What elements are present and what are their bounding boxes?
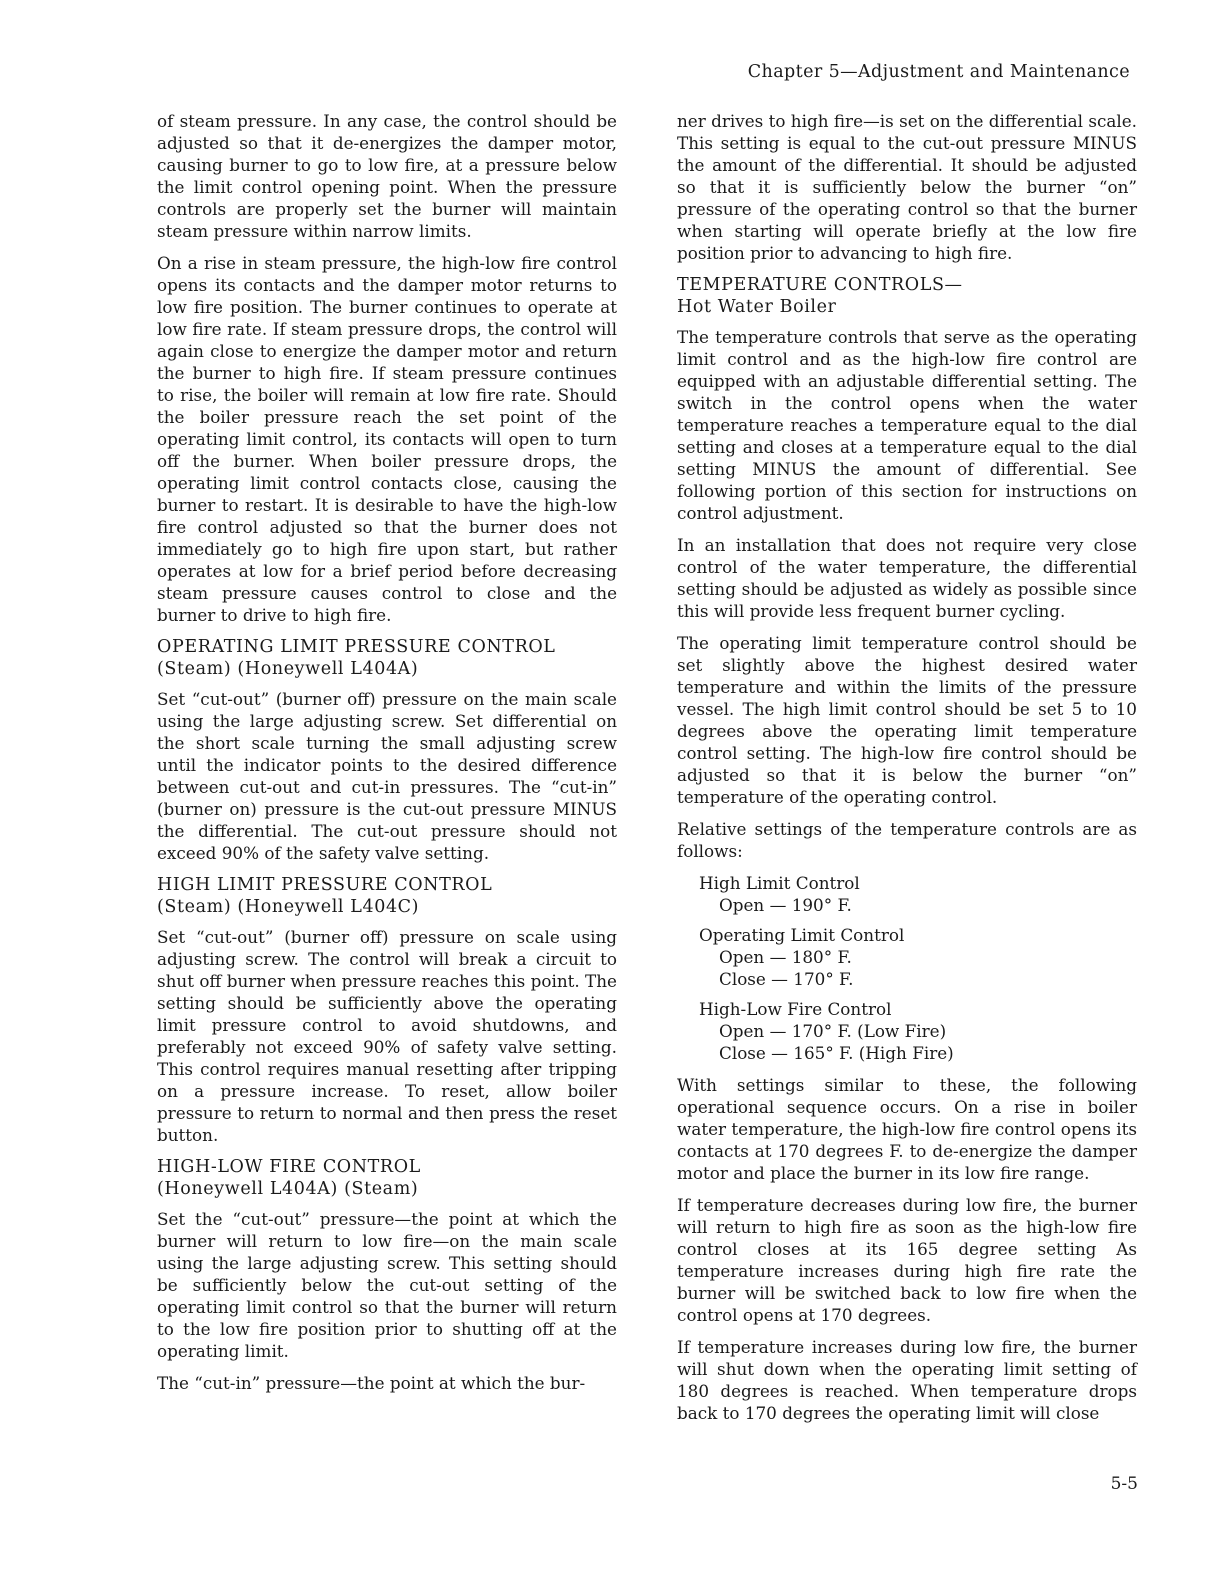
settings-title: Operating Limit Control [699, 925, 905, 945]
heading-line: HIGH LIMIT PRESSURE CONTROL [157, 875, 493, 895]
left-column [157, 110, 617, 1404]
paragraph: In an installation that does not require very close control of the water temperature, the differential setting should be adjusted as widely as possible since this will provide less frequent burner cycling. [677, 535, 1137, 621]
paragraph: If temperature decreases during low fire, the burner will return to high fire as soon as the high-low fire control closes at its 165 degree setting As temperature increases during high fire rate the burner will be switched back to low fire when the control opens at 170 degrees. [677, 1195, 1137, 1325]
page-number: 5-5 [1110, 1474, 1138, 1494]
section-heading-high-low-fire [157, 1156, 617, 1200]
paragraph: The temperature controls that serve as the operating limit control and as the high-low fire control are equipped with an adjustable differential setting. The switch in the control opens when the water temperature reaches a temperature equal to the dial setting and closes at a temperature equal to the dial setting MINUS the amount of differential. See following portion of this section for instructions on control adjustment. [677, 327, 1137, 523]
heading-subline: (Honeywell L404A) (Steam) [157, 1179, 419, 1199]
settings-value: Open — 180° F. [719, 947, 852, 967]
temperature-settings-list [699, 872, 1137, 1064]
settings-group-high-limit [699, 872, 1137, 916]
heading-subline: (Steam) (Honeywell L404A) [157, 659, 419, 679]
paragraph: On a rise in steam pressure, the high-low fire control opens its contacts and the damper motor returns to low fire position. The burner continues to operate at low fire rate. If steam pressure drops, the control will again close to energize the damper motor and return the burner to high fire. If steam pressure continues to rise, the boiler will remain at low fire rate. Should the boiler pressure reach the set point of the operating limit control, its contacts will open to turn off the burner. When boiler pressure drops, the operating limit control contacts close, causing the burner to restart. It is desirable to have the high-low fire control adjusted so that the burner does not immediately go to high fire upon start, but rather operates at low for a brief period before decreasing steam pressure causes control to close and the burner to drive to high fire. [157, 253, 617, 625]
paragraph: Set “cut-out” (burner off) pressure on scale using adjusting screw. The control will break a circuit to shut off burner when pressure reaches this point. The setting should be sufficiently above the operating limit pressure control to avoid shutdowns, and preferably not exceed 90% of safety valve setting. This control requires manual resetting after tripping on a pressure increase. To reset, allow boiler pressure to return to normal and then press the reset button. [157, 927, 617, 1145]
paragraph: The operating limit temperature control should be set slightly above the highest desired water temperature and within the limits of the pressure vessel. The high limit control should be set 5 to 10 degrees above the operating limit temperature control setting. The high-low fire control should be adjusted so that it is below the burner “on” temperature of the operating control. [677, 633, 1137, 807]
heading-subline: (Steam) (Honeywell L404C) [157, 897, 420, 917]
settings-title: High Limit Control [699, 873, 860, 893]
paragraph: If temperature increases during low fire, the burner will shut down when the operating limit setting of 180 degrees is reached. When temperature drops back to 170 degrees the operating limit will close [677, 1337, 1137, 1423]
settings-group-operating-limit [699, 924, 1137, 990]
section-heading-high-limit [157, 874, 617, 918]
heading-line: OPERATING LIMIT PRESSURE CONTROL [157, 637, 556, 657]
settings-group-high-low-fire [699, 998, 1137, 1064]
paragraph: Relative settings of the temperature controls are as follows: [677, 819, 1137, 861]
settings-value: Open — 170° F. (Low Fire) [719, 1021, 947, 1041]
section-heading-operating-limit [157, 636, 617, 680]
settings-value: Open — 190° F. [719, 895, 852, 915]
paragraph: of steam pressure. In any case, the control should be adjusted so that it de-energizes the damper motor, causing burner to go to low fire, at a pressure below the limit control opening point. When the pressure controls are properly set the burner will maintain steam pressure within narrow limits. [157, 111, 617, 241]
right-column [677, 110, 1137, 1434]
running-header: Chapter 5—Adjustment and Maintenance [747, 62, 1130, 82]
heading-subline: Hot Water Boiler [677, 297, 837, 317]
paragraph: Set the “cut-out” pressure—the point at which the burner will return to low fire—on the main scale using the large adjusting screw. This setting should be sufficiently below the cut-out setting of the operating limit control so that the burner will return to the low fire position prior to shutting off at the operating limit. [157, 1209, 617, 1361]
paragraph: The “cut-in” pressure—the point at which the bur- [157, 1373, 586, 1393]
paragraph: ner drives to high fire—is set on the differential scale. This setting is equal to the cut-out pressure MINUS the amount of the differential. It should be adjusted so that it is sufficiently below the burner “on” pressure of the operating control so that the burner when starting will operate briefly at the low fire position prior to advancing to high fire. [677, 111, 1137, 263]
section-heading-temperature-controls [677, 274, 1137, 318]
heading-line: HIGH-LOW FIRE CONTROL [157, 1157, 421, 1177]
settings-value: Close — 165° F. (High Fire) [719, 1043, 954, 1063]
heading-line: TEMPERATURE CONTROLS— [677, 275, 963, 295]
paragraph: With settings similar to these, the following operational sequence occurs. On a rise in boiler water temperature, the high-low fire control opens its contacts at 170 degrees F. to de-energize the damper motor and place the burner in its low fire range. [677, 1075, 1137, 1183]
paragraph: Set “cut-out” (burner off) pressure on the main scale using the large adjusting screw. Set differential on the short scale turning the small adjusting screw until the indicator points to the desired difference between cut-out and cut-in pressures. The “cut-in” (burner on) pressure is the cut-out pressure MINUS the differential. The cut-out pressure should not exceed 90% of the safety valve setting. [157, 689, 617, 863]
settings-title: High-Low Fire Control [699, 999, 892, 1019]
settings-value: Close — 170° F. [719, 969, 854, 989]
